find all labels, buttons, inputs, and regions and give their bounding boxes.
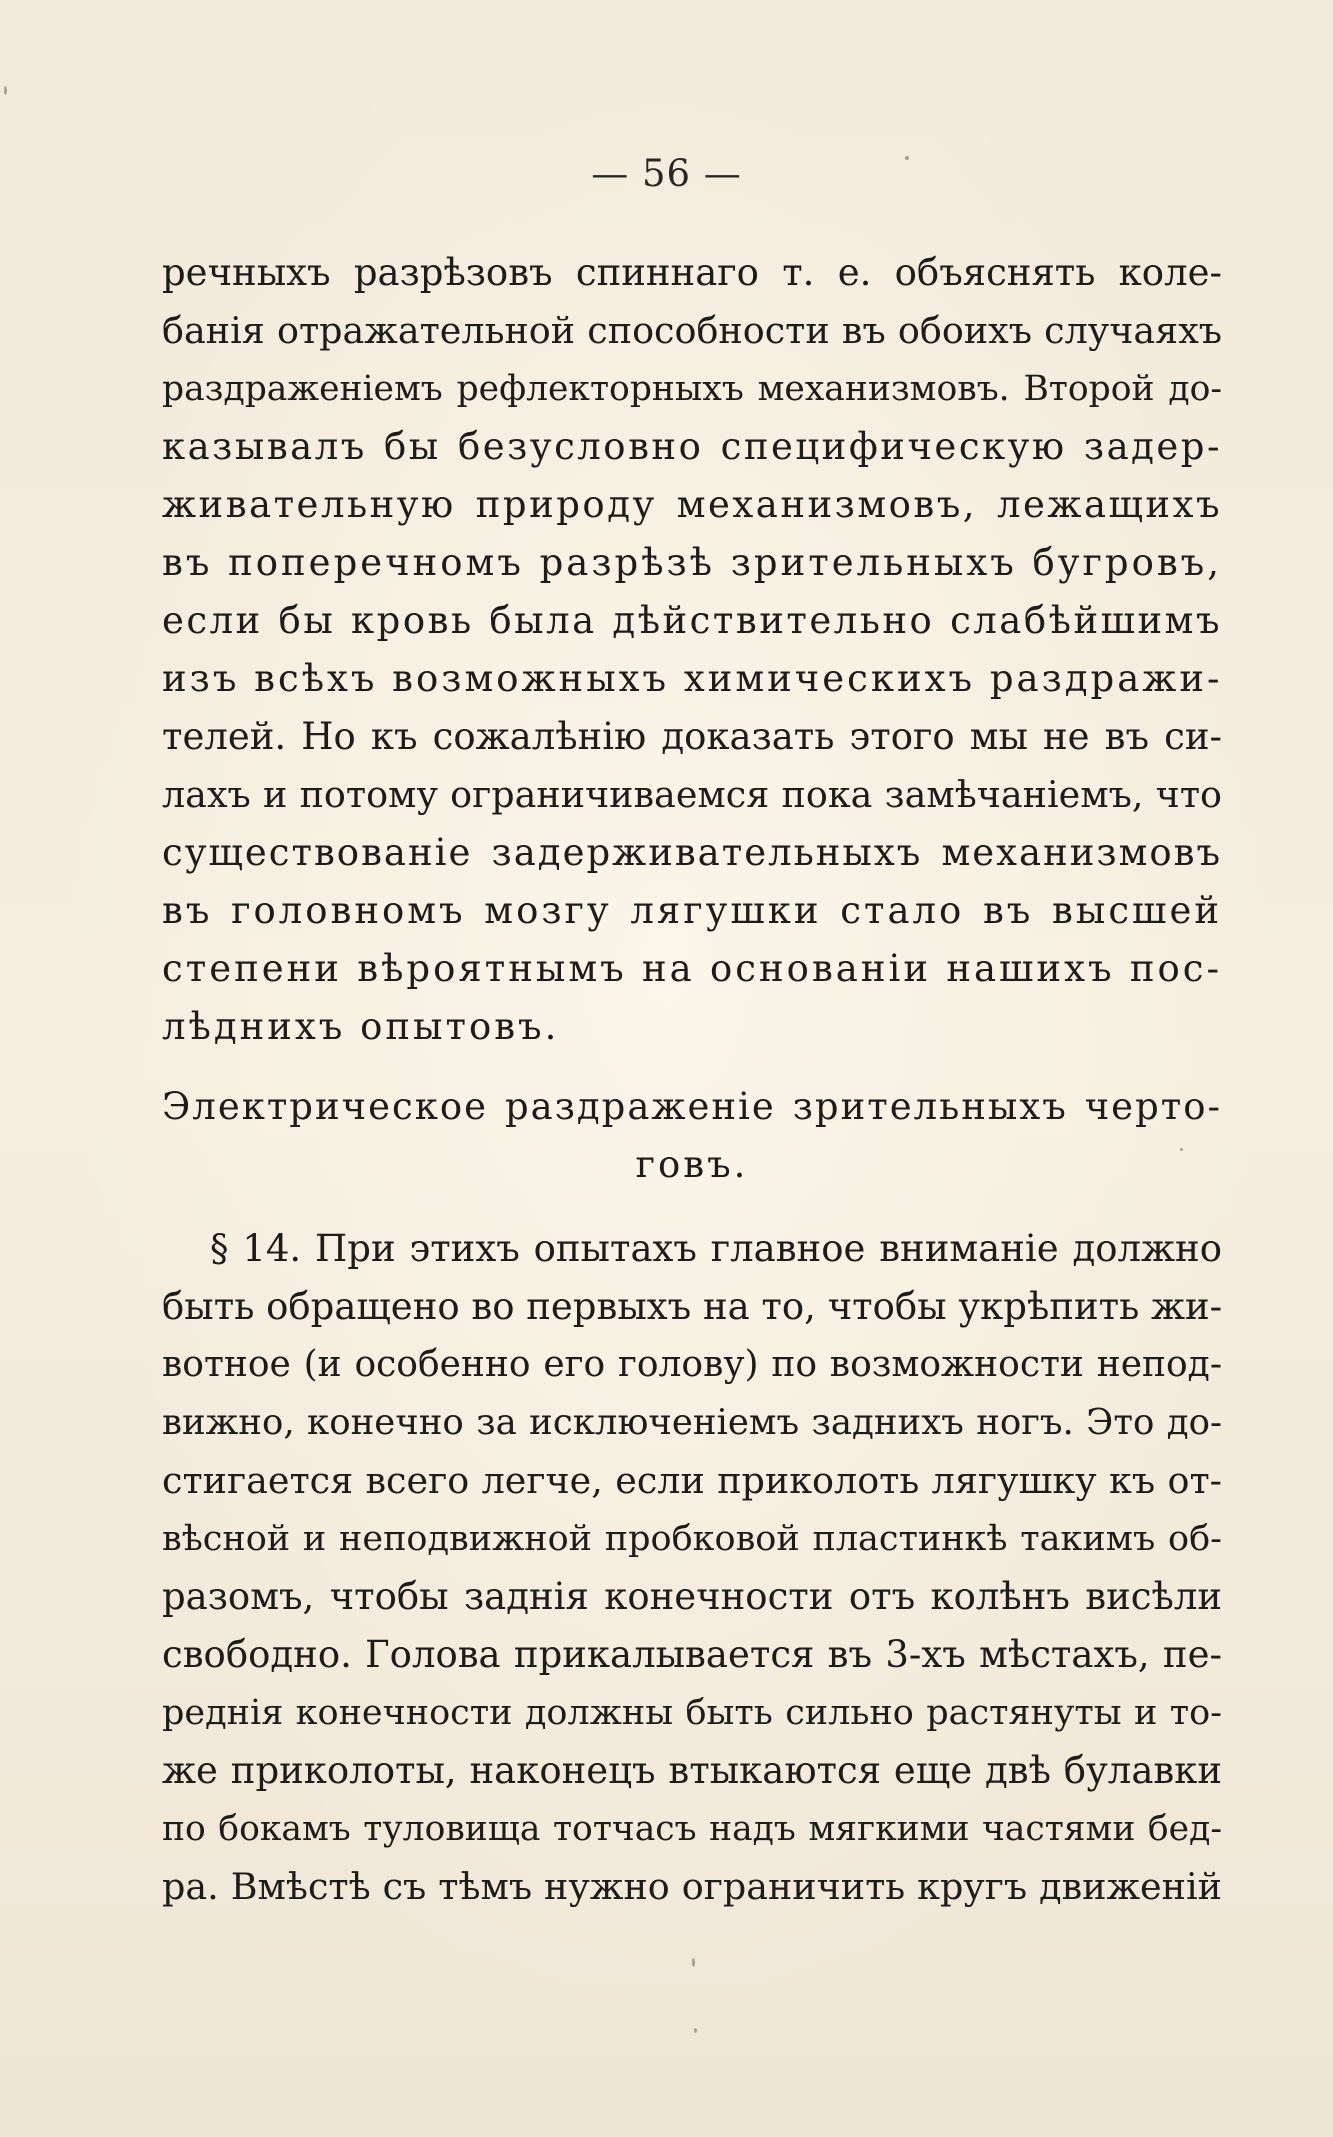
paragraph1-line-3: раздраженіемъ рефлекторныхъ механизмовъ. Второй до-	[162, 369, 1222, 409]
paper-speck	[4, 86, 7, 95]
paper-speck	[694, 2028, 697, 2033]
paragraph1-line-11: существованіе задерживательныхъ механизмовъ	[162, 831, 1222, 874]
paragraph2-line-9: реднія конечности должны быть сильно растянуты и то-	[162, 1693, 1222, 1733]
paper-speck	[905, 156, 909, 160]
paragraph2-line-2: быть обращено во первыхъ на то, чтобы укрѣпить жи-	[162, 1285, 1223, 1328]
paragraph1-line-1: речныхъ разрѣзовъ спиннаго т. е. объяснять коле-	[162, 251, 1222, 294]
paragraph2-line-4: вижно, конечно за исключеніемъ заднихъ ногъ. Это до-	[162, 1402, 1222, 1443]
paragraph2-line-12: ра. Вмѣстѣ съ тѣмъ нужно ограничить кругъ движеній	[162, 1865, 1222, 1908]
paragraph2-line-1: § 14. При этихъ опытахъ главное вниманіе должно	[210, 1227, 1222, 1270]
paragraph1-line-6: въ поперечномъ разрѣзѣ зрительныхъ бугровъ,	[162, 541, 1222, 584]
paper-speck	[1180, 1148, 1183, 1151]
section-heading-line-2: говъ.	[635, 1143, 749, 1186]
paper-speck	[692, 1958, 695, 1967]
paragraph2-line-7: разомъ, чтобы заднія конечности отъ колѣнъ висѣли	[162, 1575, 1222, 1618]
paragraph1-line-2: банія отражательной способности въ обоихъ случаяхъ	[162, 309, 1222, 352]
paragraph1-line-4: казывалъ бы безусловно специфическую задер-	[162, 425, 1222, 468]
paragraph1-line-5: живательную природу механизмовъ, лежащихъ	[162, 483, 1222, 526]
paragraph1-line-10: лахъ и потому ограничиваемся пока замѣчаніемъ, что	[162, 773, 1222, 816]
paragraph2-line-8: свободно. Голова прикалывается въ 3-хъ мѣстахъ, пе-	[162, 1633, 1222, 1676]
paragraph2-line-6: вѣсной и неподвижной пробковой пластинкѣ такимъ об-	[162, 1519, 1222, 1559]
paragraph1-line-12: въ головномъ мозгу лягушки стало въ высшей	[162, 889, 1222, 932]
paragraph2-line-10: же приколоты, наконецъ втыкаются еще двѣ булавки	[162, 1749, 1222, 1792]
paragraph1-line-14: лѣднихъ опытовъ.	[162, 1005, 560, 1048]
section-heading-line-1: Электрическое раздраженіе зрительныхъ черто-	[162, 1085, 1222, 1128]
paragraph1-line-8: изъ всѣхъ возможныхъ химическихъ раздражи-	[162, 657, 1223, 700]
paragraph1-line-9: телей. Но къ сожалѣнію доказать этого мы не въ си-	[162, 715, 1222, 758]
paragraph2-line-11: по бокамъ туловища тотчасъ надъ мягкими частями бед-	[162, 1809, 1222, 1849]
paragraph2-line-3: вотное (и особенно его голову) по возможности непод-	[162, 1344, 1222, 1385]
paragraph2-line-5: стигается всего легче, если приколоть лягушку къ от-	[162, 1459, 1222, 1502]
paragraph1-line-7: если бы кровь была дѣйствительно слабѣйшимъ	[162, 599, 1222, 642]
paragraph1-line-13: степени вѣроятнымъ на основаніи нашихъ пос-	[162, 947, 1222, 990]
page-number: — 56 —	[591, 152, 742, 195]
